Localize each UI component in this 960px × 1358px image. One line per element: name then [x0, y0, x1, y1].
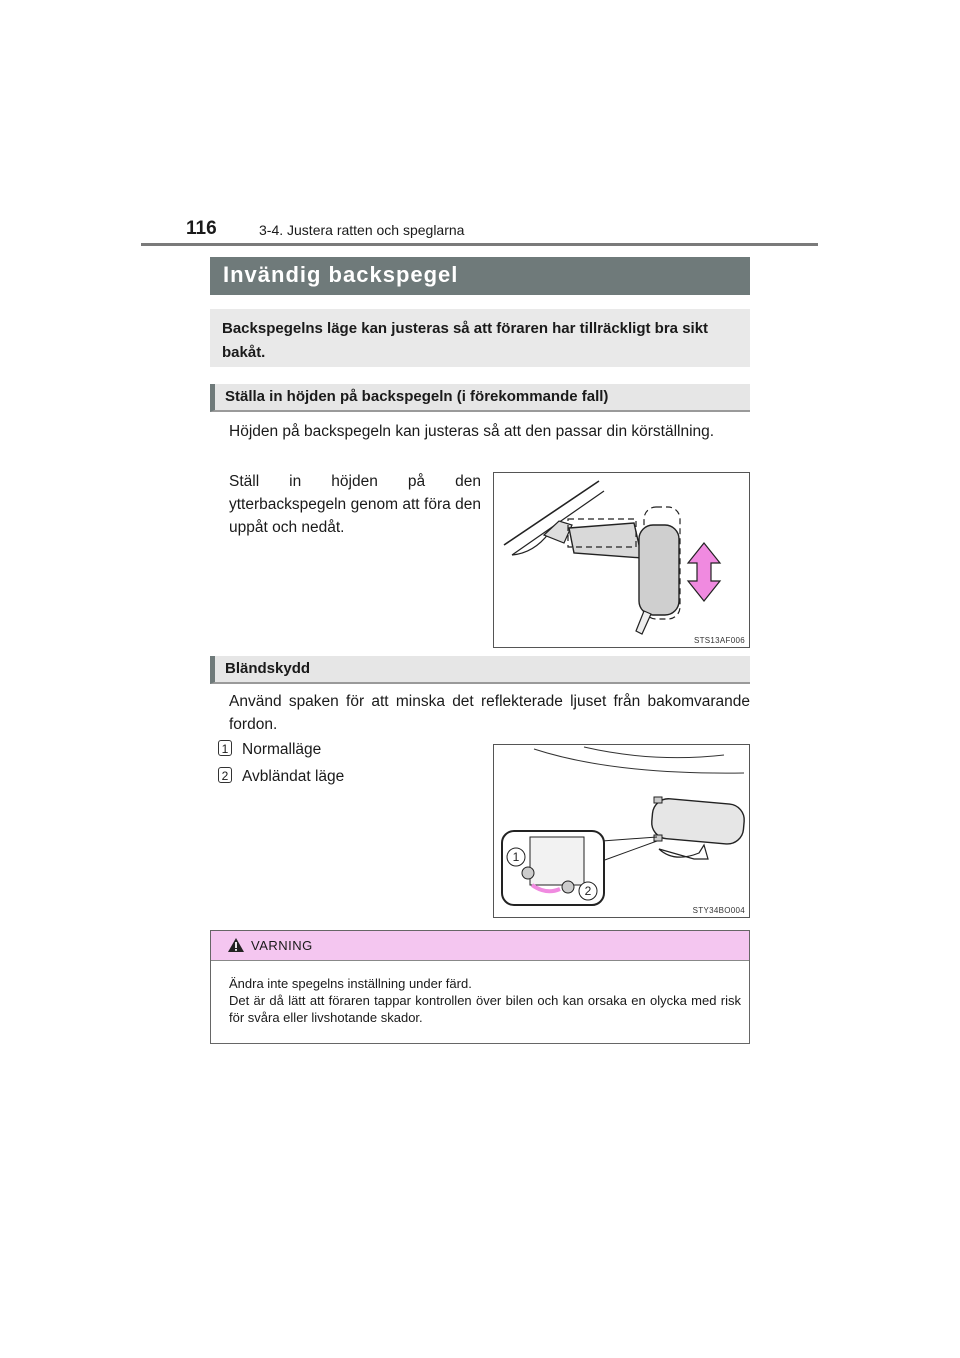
mirror-height-illustration: [494, 473, 749, 647]
warning-box: [210, 930, 750, 1044]
header-rule: [141, 243, 818, 246]
figure-code: STY34BO004: [692, 906, 745, 915]
anti-glare-figure: [493, 744, 750, 918]
warning-line-2: Det är då lätt att föraren tappar kontrollen över bilen och kan orsaka en olycka med risk för svåra eller livshotande skador.: [229, 993, 741, 1025]
warning-header: [211, 931, 749, 961]
figure-code: STS13AF006: [693, 636, 745, 645]
intro-box: Backspegelns läge kan justeras så att föraren har tillräckligt bra sikt bakåt.: [210, 309, 750, 367]
anti-glare-paragraph: Använd spaken för att minska det reflekterade ljuset från bakomvarande fordon.: [229, 693, 750, 733]
anti-glare-heading: Bländskydd: [210, 656, 750, 684]
callout-2: 2: [584, 884, 592, 898]
list-item: [218, 740, 321, 759]
item-number-badge: 2: [218, 767, 232, 783]
height-adjust-heading: Ställa in höjden på backspegeln (i förekommande fall): [210, 384, 750, 412]
list-item: [218, 767, 344, 786]
callout-1: 1: [512, 850, 520, 864]
item-number-badge: 1: [218, 740, 232, 756]
item-label: Avbländat läge: [242, 768, 345, 785]
warning-triangle-icon: [227, 937, 245, 953]
running-head: 3-4. Justera ratten och speglarna: [259, 222, 465, 238]
height-adjust-instruction: Ställ in höjden på den ytterbackspegeln genom att föra den uppåt och nedåt.: [229, 473, 481, 536]
anti-glare-illustration: [494, 745, 749, 917]
height-adjust-paragraph: Höjden på backspegeln kan justeras så att den passar din körställning.: [229, 423, 715, 440]
warning-text: [211, 961, 749, 1026]
page-number: 116: [186, 218, 217, 239]
section-title: Invändig backspegel: [210, 257, 750, 295]
warning-line-1: Ändra inte spegelns inställning under färd.: [229, 976, 472, 991]
item-label: Normalläge: [242, 741, 322, 758]
mirror-height-figure: [493, 472, 750, 648]
warning-label: VARNING: [251, 938, 313, 953]
